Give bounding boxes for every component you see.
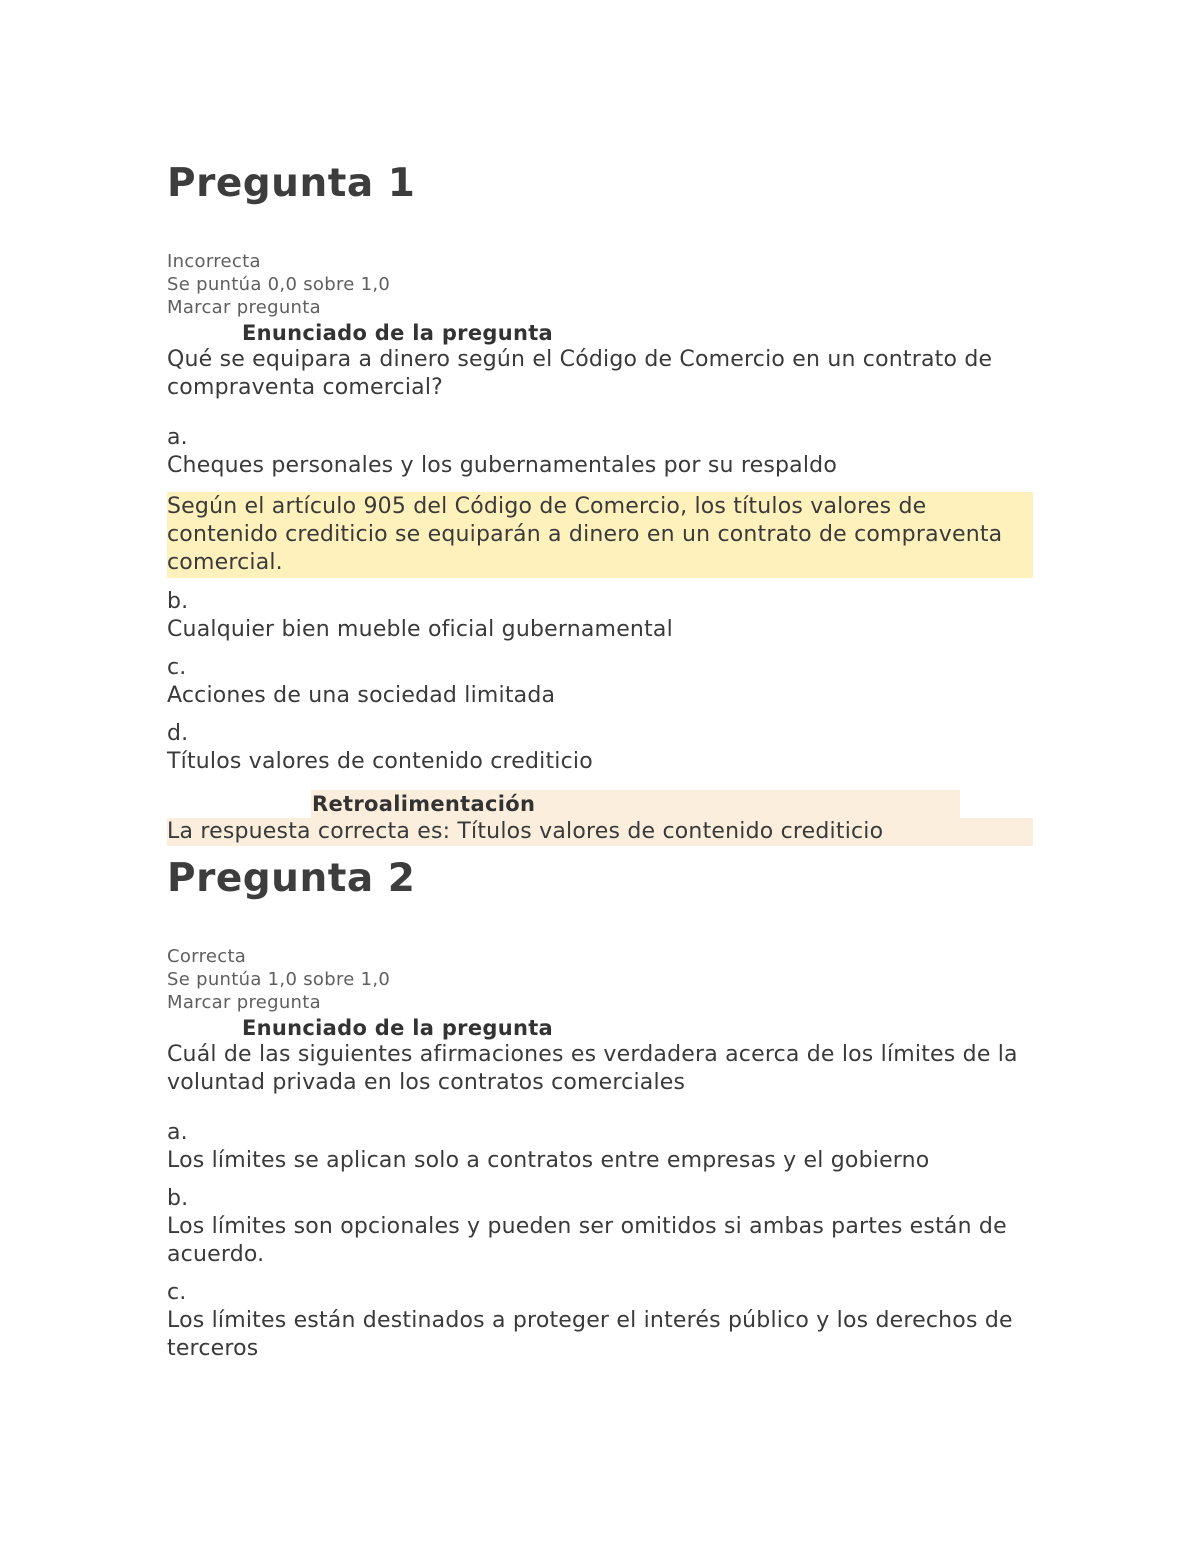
answer-option-a[interactable] [167,1119,1033,1175]
option-letter: b. [167,589,189,614]
flag-question-link[interactable]: Marcar pregunta [167,297,321,318]
question-meta [167,945,1033,1014]
question-meta [167,250,1033,319]
option-letter: d. [167,721,189,746]
statement-label: Enunciado de la pregunta [242,321,554,345]
question-2 [167,855,1033,1363]
option-text: Los límites están destinados a proteger el interés público y los derechos de terceros [167,1308,1013,1361]
question-score: Se puntúa 0,0 sobre 1,0 [167,274,391,295]
option-text: Títulos valores de contenido crediticio [167,749,593,774]
answer-option-b[interactable] [167,588,1033,644]
answer-option-c[interactable] [167,654,1033,710]
option-letter: b. [167,1186,189,1211]
question-score: Se puntúa 1,0 sobre 1,0 [167,969,391,990]
highlighted-note: Según el artículo 905 del Código de Comercio, los títulos valores de contenido crediticio se equiparán a dinero en un contrato de compraventa comercial. [167,492,1033,578]
option-letter: c. [167,655,187,680]
answer-option-d[interactable] [167,720,1033,776]
option-letter: a. [167,425,188,450]
option-text: Acciones de una sociedad limitada [167,683,556,708]
option-letter: a. [167,1120,188,1145]
flag-question-link[interactable]: Marcar pregunta [167,992,321,1013]
question-statement: Qué se equipara a dinero según el Código de Comercio en un contrato de compraventa comercial? [167,347,993,400]
answer-option-c[interactable] [167,1279,1033,1363]
question-title: Pregunta 2 [167,856,416,901]
answer-option-a[interactable] [167,424,1033,480]
option-text: Los límites se aplican solo a contratos entre empresas y el gobierno [167,1148,930,1173]
feedback-label: Retroalimentación [312,792,536,816]
option-text: Cheques personales y los gubernamentales por su respaldo [167,453,837,478]
option-letter: c. [167,1280,187,1305]
question-title: Pregunta 1 [167,161,416,206]
option-text: Cualquier bien mueble oficial gubernamental [167,617,673,642]
question-statement: Cuál de las siguientes afirmaciones es verdadera acerca de los límites de la voluntad privada en los contratos comerciales [167,1042,1018,1095]
question-status: Incorrecta [167,251,261,272]
option-text: Los límites son opcionales y pueden ser omitidos si ambas partes están de acuerdo. [167,1214,1007,1267]
answer-option-b[interactable] [167,1185,1033,1269]
question-1 [167,160,1033,846]
question-status: Correcta [167,946,247,967]
feedback-text: La respuesta correcta es: Títulos valores de contenido crediticio [167,818,1033,846]
statement-label: Enunciado de la pregunta [242,1016,554,1040]
feedback-heading [311,790,960,818]
